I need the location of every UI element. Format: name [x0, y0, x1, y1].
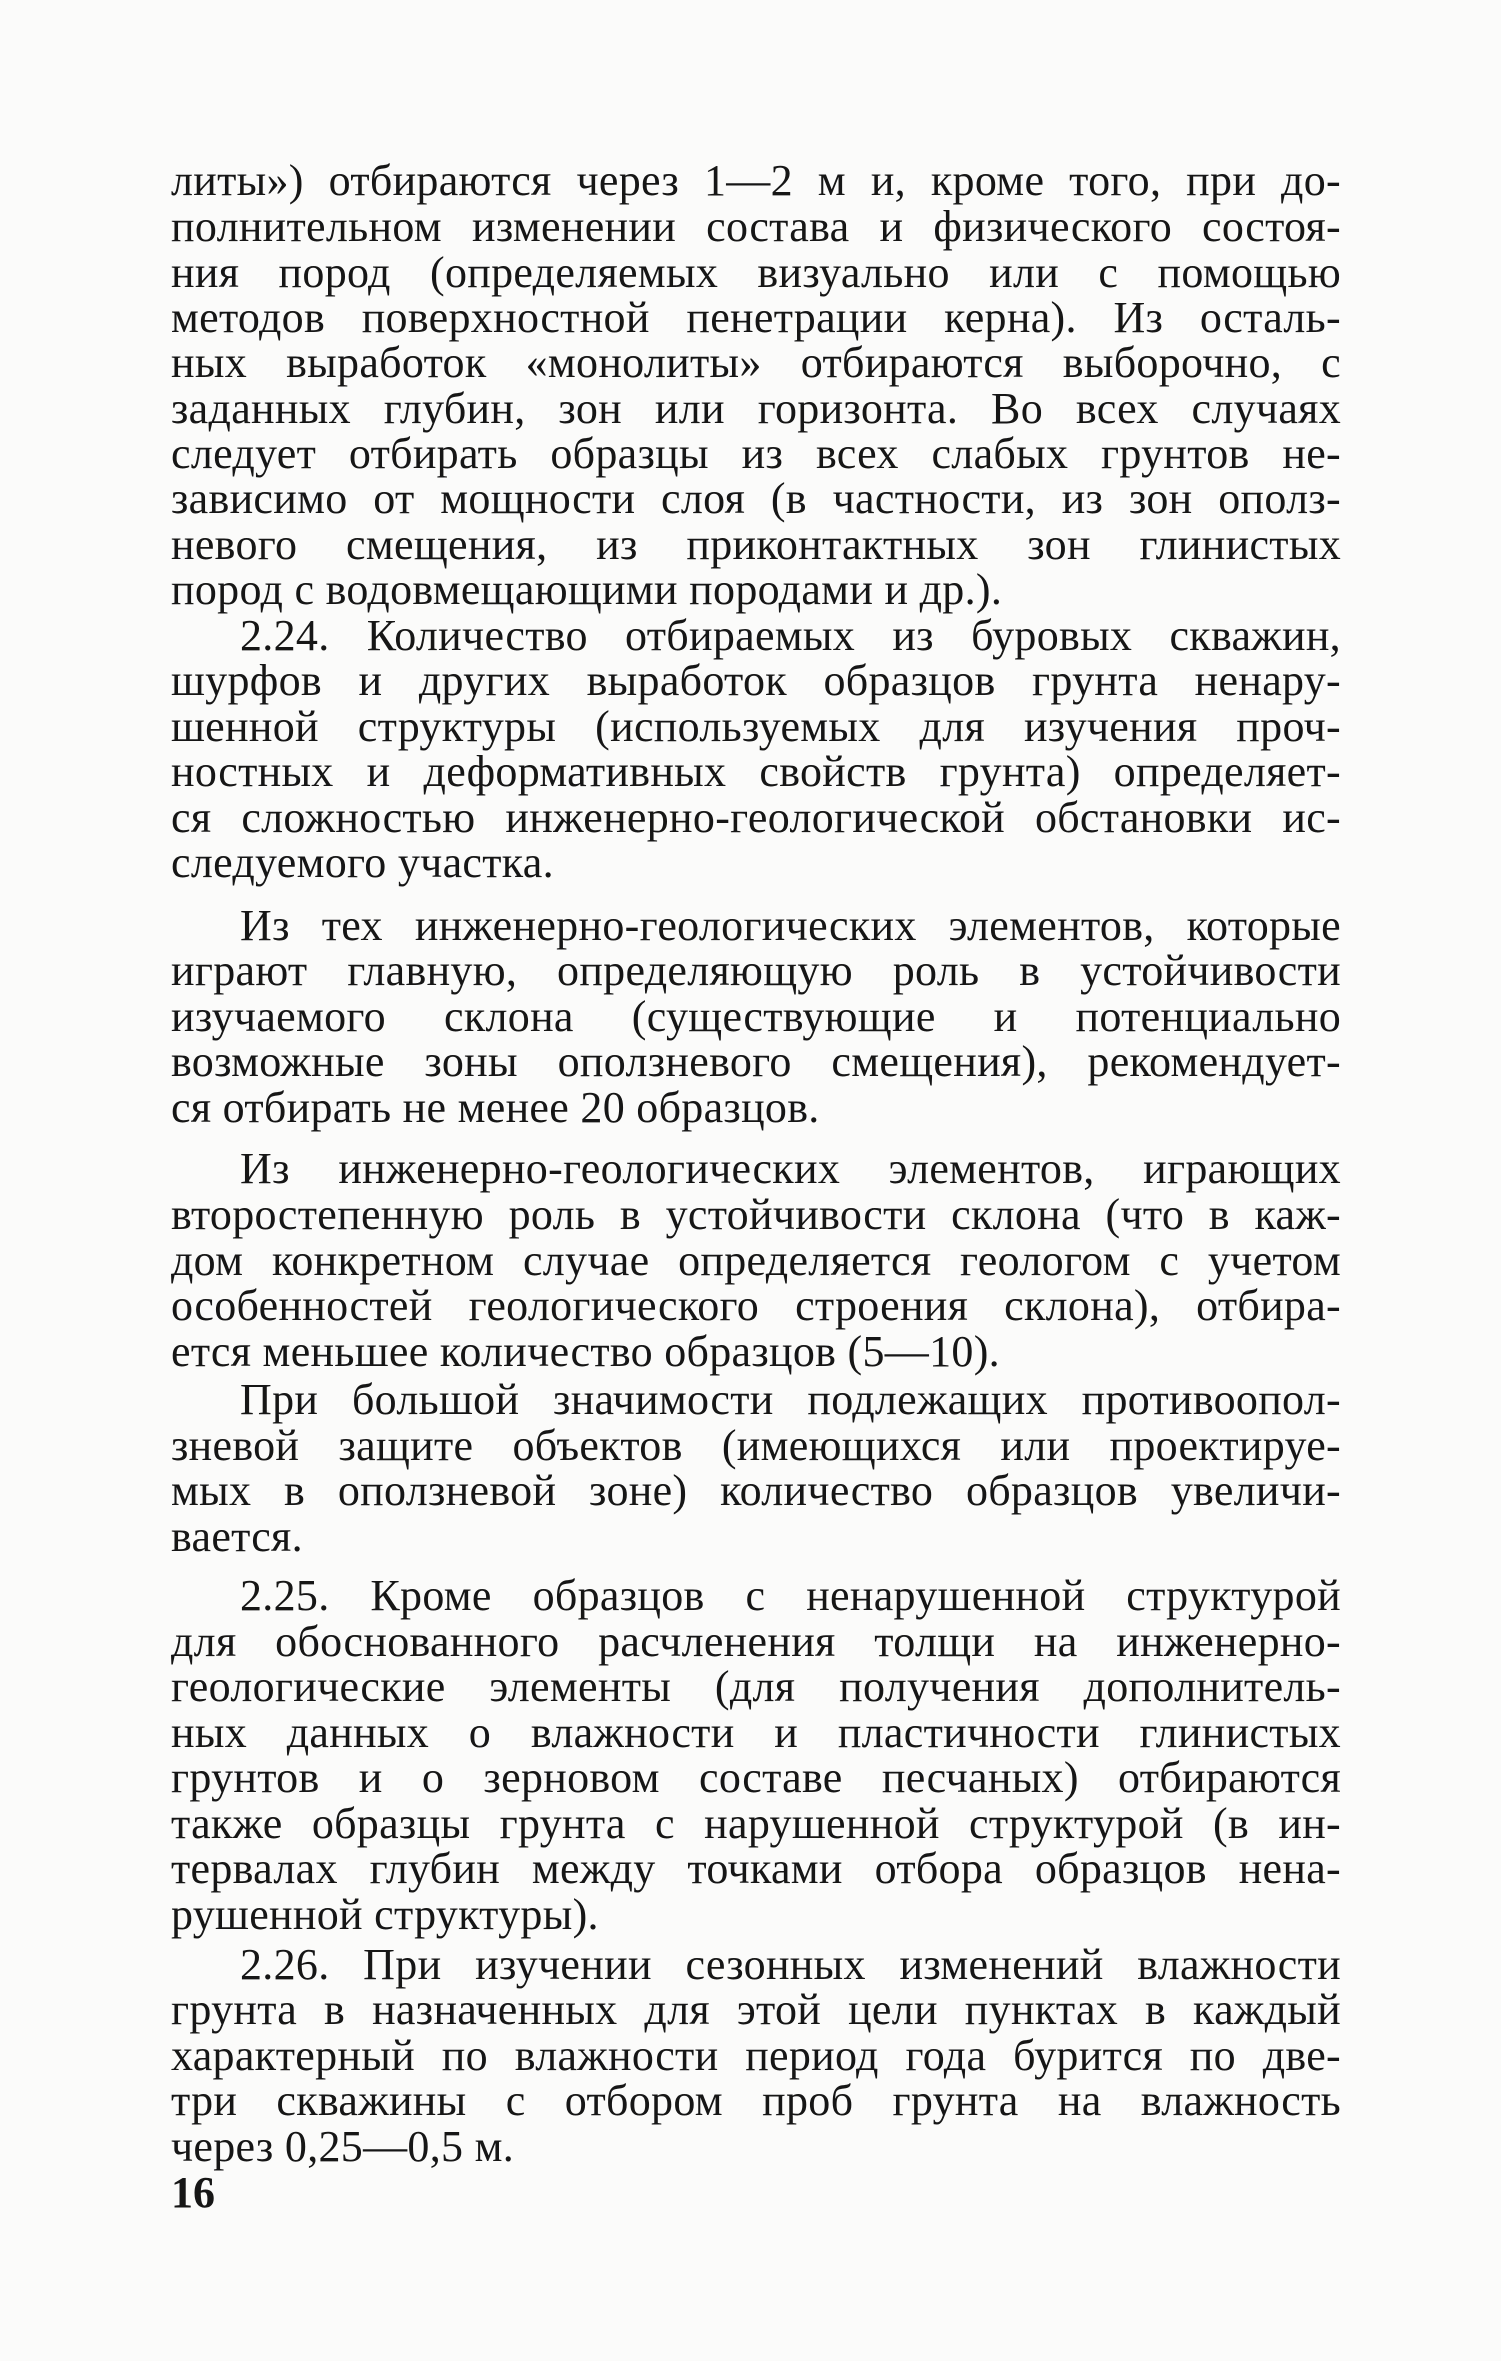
text-line: ностных и деформативных свойств грунта) определяет-: [171, 747, 1341, 796]
text-line: При большой значимости подлежащих противоопол-: [240, 1375, 1341, 1424]
page-number: 16: [171, 2168, 215, 2217]
text-line: Из инженерно-геологических элементов, играющих: [240, 1144, 1341, 1193]
section-2-26-first-line: 2.26. При изучении сезонных изменений влажности: [240, 1940, 1341, 1989]
text-line: ных выработок «монолиты» отбираются выборочно, с: [171, 338, 1341, 387]
text-line: второстепенную роль в устойчивости склона (что в каж-: [171, 1190, 1341, 1239]
text-line: вается.: [171, 1512, 303, 1561]
text-line: Из тех инженерно-геологических элементов, которые: [240, 901, 1341, 950]
text-line: тервалах глубин между точками отбора образцов нена-: [171, 1844, 1341, 1893]
text-line: изучаемого склона (существующие и потенциально: [171, 992, 1341, 1041]
text-line: ся отбирать не менее 20 образцов.: [171, 1083, 820, 1132]
section-2-25-first-line: 2.25. Кроме образцов с ненарушенной структурой: [240, 1571, 1341, 1620]
text-line: характерный по влажности период года бурится по две-: [171, 2031, 1341, 2080]
section-2-24-first-line: 2.24. Количество отбираемых из буровых скважин,: [240, 611, 1341, 660]
text-line: грунтов и о зерновом составе песчаных) отбираются: [171, 1753, 1341, 1802]
text-line: особенностей геологического строения склона), отбира-: [171, 1281, 1341, 1330]
text-line: через 0,25—0,5 м.: [171, 2122, 515, 2171]
text-line: дом конкретном случае определяется геологом с учетом: [171, 1236, 1341, 1285]
text-line: шурфов и других выработок образцов грунта ненару-: [171, 656, 1341, 705]
text-line: следуемого участка.: [171, 838, 554, 887]
text-line: грунта в назначенных для этой цели пунктах в каждый: [171, 1985, 1341, 2034]
text-line: для обоснованного расчленения толщи на инженерно-: [171, 1617, 1341, 1666]
text-line: заданных глубин, зон или горизонта. Во всех случаях: [171, 384, 1341, 433]
text-line: пород с водовмещающими породами и др.).: [171, 565, 1003, 614]
text-line: ся сложностью инженерно-геологической обстановки ис-: [171, 793, 1341, 842]
text-line: зависимо от мощности слоя (в частности, из зон ополз-: [171, 474, 1341, 523]
text-line: три скважины с отбором проб грунта на влажность: [171, 2076, 1341, 2125]
text-line: геологические элементы (для получения дополнитель-: [171, 1662, 1341, 1711]
text-line: мых в оползневой зоне) количество образцов увеличи-: [171, 1466, 1341, 1515]
text-line: следует отбирать образцы из всех слабых грунтов не-: [171, 429, 1341, 478]
text-line: литы») отбираются через 1—2 м и, кроме того, при до-: [171, 156, 1341, 205]
text-line: шенной структуры (используемых для изучения проч-: [171, 702, 1341, 751]
text-line: зневой защите объектов (имеющихся или проектируе-: [171, 1421, 1341, 1470]
text-line: полнительном изменении состава и физического состоя-: [171, 202, 1341, 251]
text-line: играют главную, определяющую роль в устойчивости: [171, 946, 1341, 995]
text-line: ется меньшее количество образцов (5—10).: [171, 1327, 1000, 1376]
text-line: ных данных о влажности и пластичности глинистых: [171, 1708, 1341, 1757]
text-line: возможные зоны оползневого смещения), рекомендует-: [171, 1037, 1341, 1086]
text-line: методов поверхностной пенетрации керна). Из осталь-: [171, 293, 1341, 342]
text-line: также образцы грунта с нарушенной структурой (в ин-: [171, 1799, 1341, 1848]
text-line: рушенной структуры).: [171, 1890, 599, 1939]
text-line: невого смещения, из приконтактных зон глинистых: [171, 520, 1341, 569]
text-line: ния пород (определяемых визуально или с помощью: [171, 248, 1341, 297]
